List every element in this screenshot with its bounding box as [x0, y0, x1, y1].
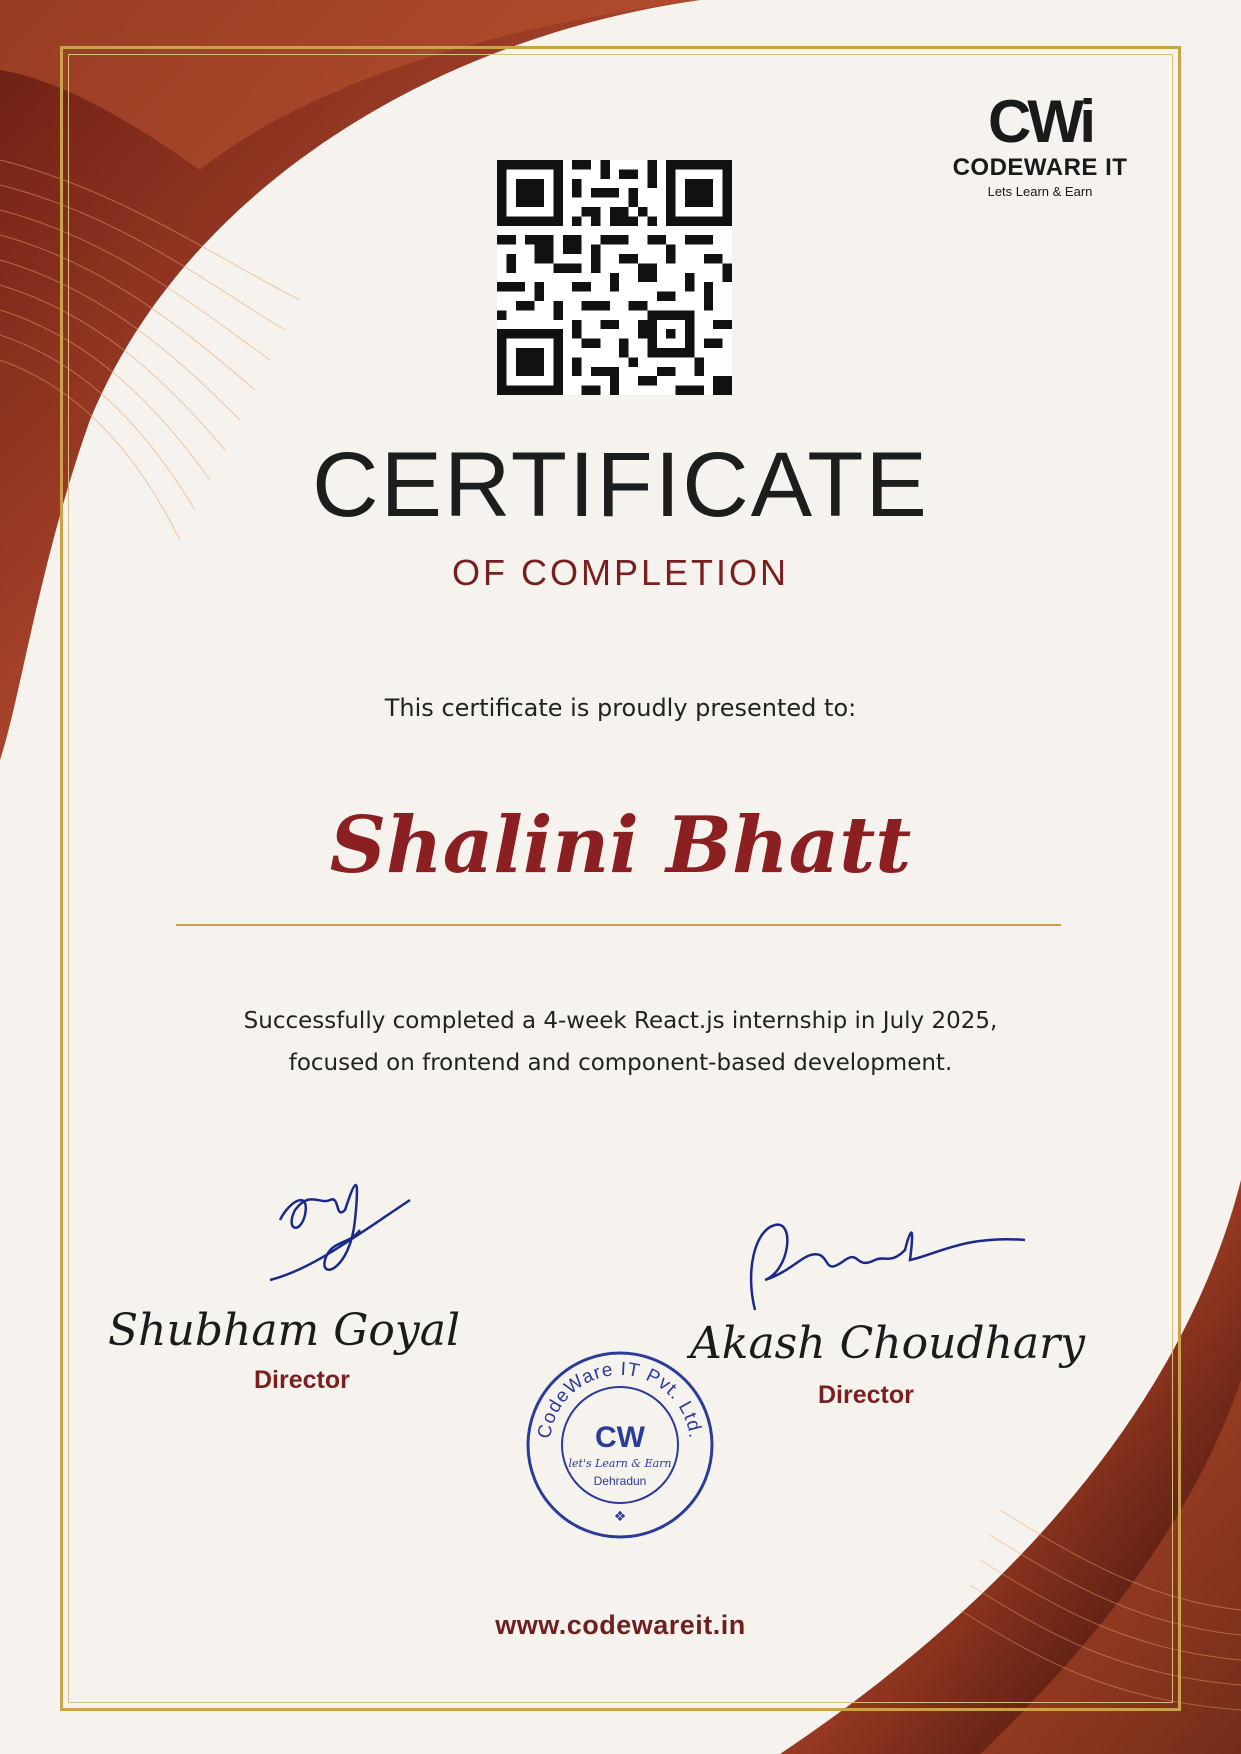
signatory-2-role: Director [818, 1381, 914, 1409]
stamp-mark: CW [595, 1421, 645, 1454]
stamp-company: CodeWare IT Pvt. Ltd. [534, 1358, 706, 1441]
signatory-1-role: Director [254, 1366, 350, 1394]
stamp-ornament-icon: ❖ [613, 1509, 627, 1525]
recipient-name: Shalini Bhatt [329, 800, 912, 891]
signatory-1-name: Shubham Goyal [108, 1305, 461, 1356]
stamp-tagline: let's Learn & Earn [568, 1457, 672, 1470]
signatory-2-name: Akash Choudhary [690, 1318, 1086, 1369]
certificate-title: CERTIFICATE [312, 434, 929, 536]
logo-mark: CWi [987, 88, 1093, 155]
certificate-description [0, 1000, 1241, 1084]
qr-code [497, 160, 732, 395]
logo-tagline: Lets Learn & Earn [987, 184, 1093, 199]
description-line-1: Successfully completed a 4-week React.js internship in July 2025, [243, 1008, 998, 1034]
website-link[interactable]: www.codewareit.in [495, 1610, 746, 1640]
company-logo [930, 88, 1150, 199]
logo-name: CODEWARE IT [952, 154, 1128, 181]
stamp-city: Dehradun [593, 1474, 647, 1488]
presented-to-text: This certificate is proudly presented to: [384, 694, 857, 722]
signature-scribble-right [735, 1210, 1035, 1330]
description-line-2: focused on frontend and component-based development. [288, 1050, 953, 1076]
certificate-subtitle: OF COMPLETION [451, 552, 790, 593]
company-stamp [520, 1345, 720, 1545]
name-divider [176, 924, 1061, 926]
signature-scribble-left [250, 1160, 430, 1300]
